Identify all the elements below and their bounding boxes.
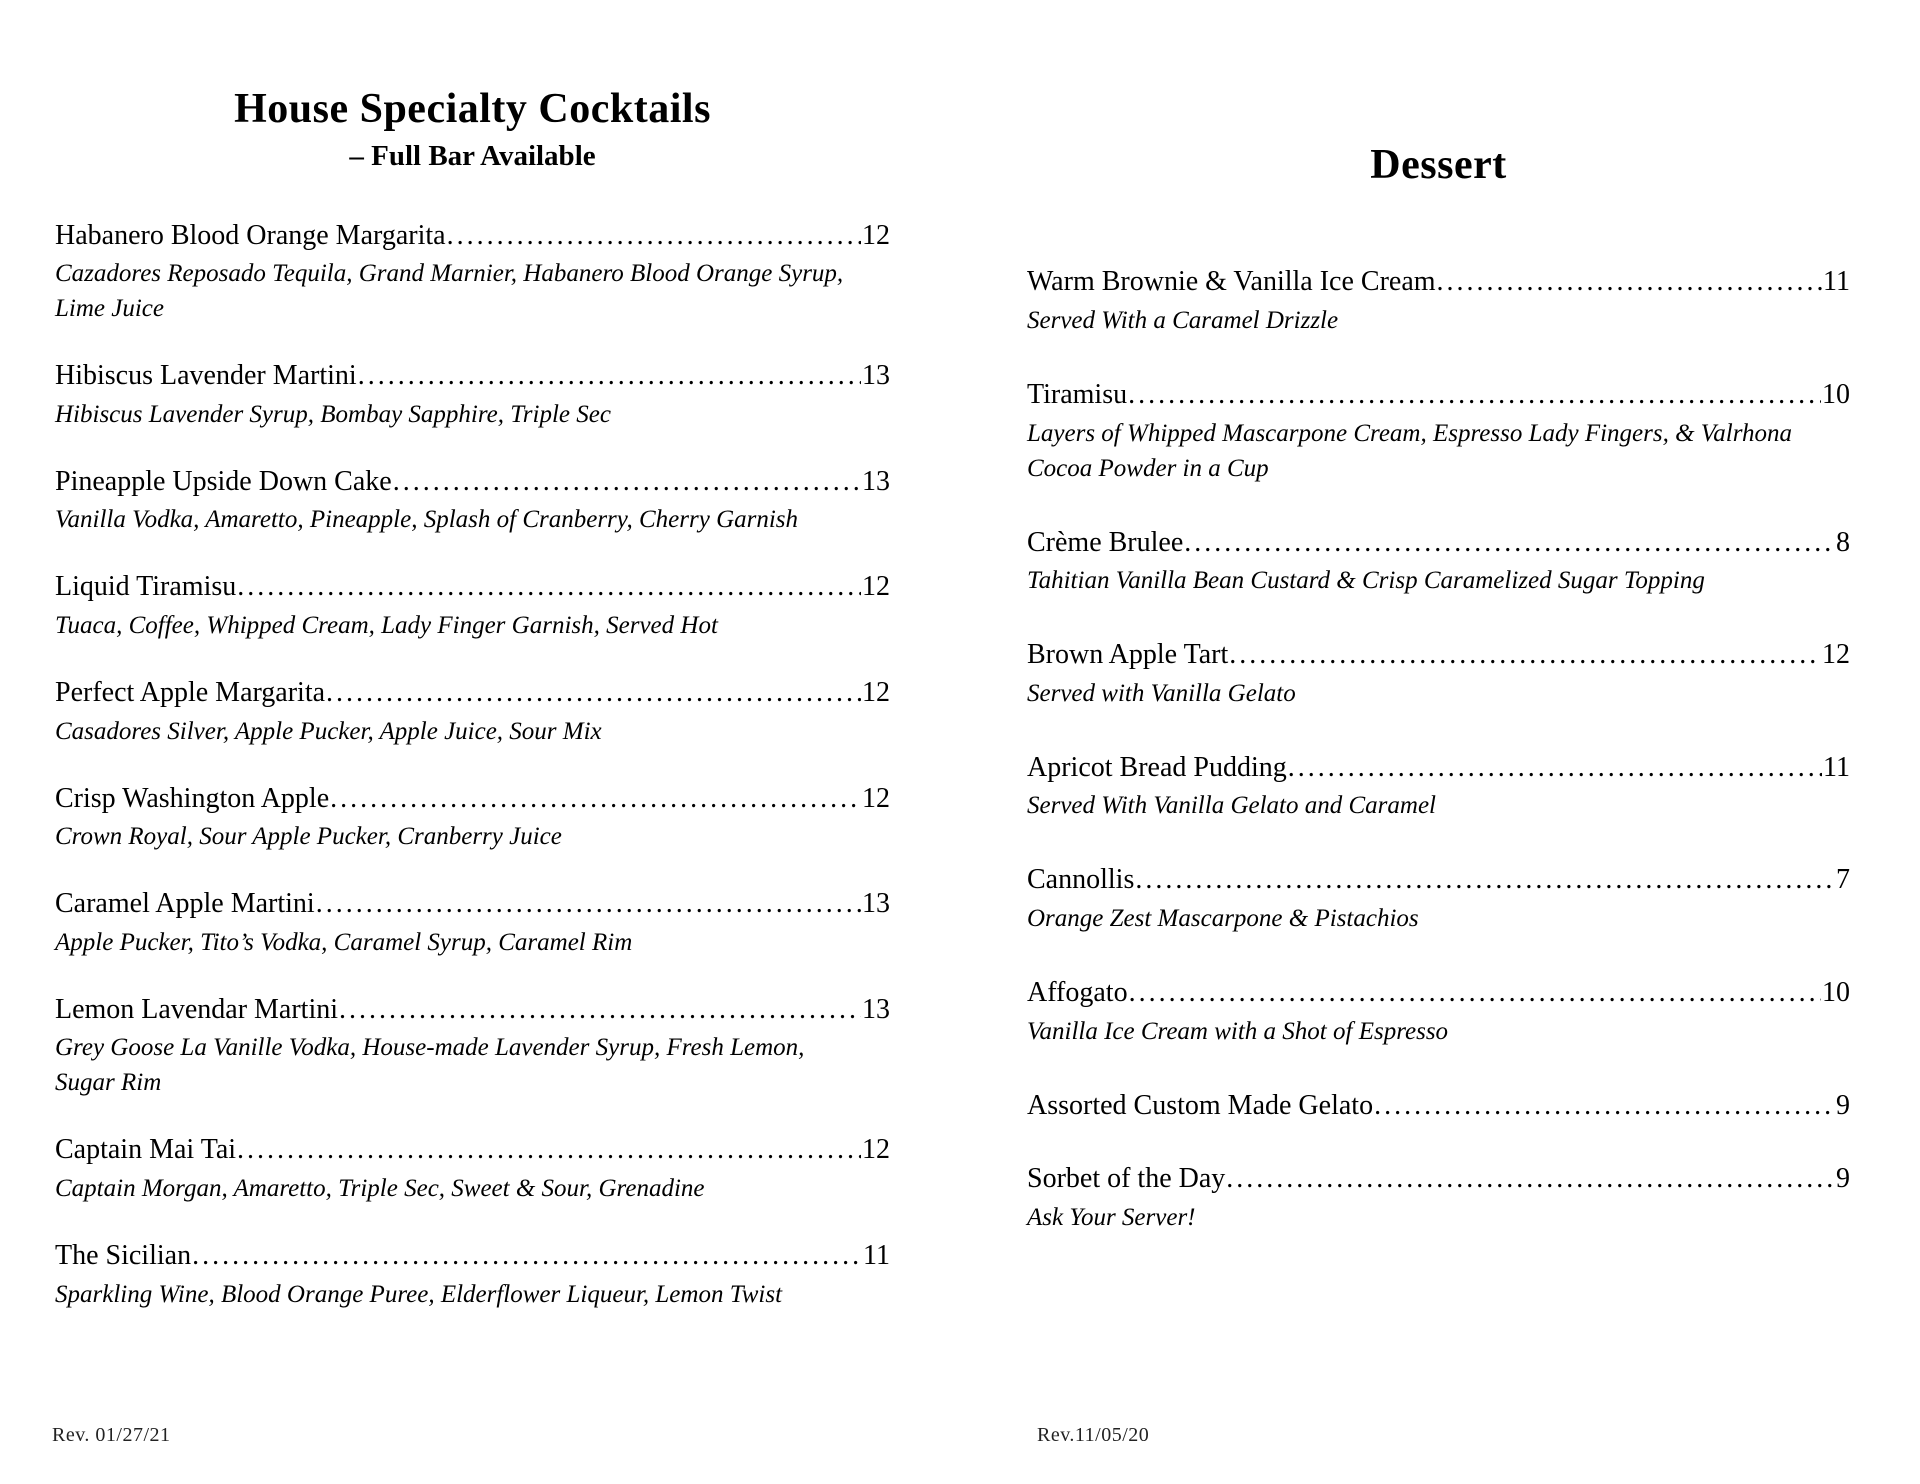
item-description: Orange Zest Mascarpone & Pistachios [1027, 904, 1419, 932]
menu-item-row [55, 993, 890, 1027]
item-description: Served With a Caramel Drizzle [1027, 306, 1339, 334]
item-name: Sorbet of the Day [1027, 1163, 1226, 1195]
menu-item-row [1027, 526, 1850, 560]
menu-item-row [55, 570, 890, 604]
dessert-heading [1027, 0, 1850, 190]
item-description: Tahitian Vanilla Bean Custard & Crisp Caramelized Sugar Topping [1027, 567, 1705, 595]
item-name: Assorted Custom Made Gelato [1027, 1089, 1374, 1121]
menu-item [55, 359, 890, 432]
item-description: Vanilla Vodka, Amaretto, Pineapple, Splash of Cranberry, Cherry Garnish [55, 506, 799, 534]
item-price: 12 [862, 571, 890, 603]
item-name: Habanero Blood Orange Margarita [55, 219, 446, 251]
dot-leader [316, 887, 861, 921]
item-name: Captain Mai Tai [55, 1134, 237, 1166]
menu-item [55, 676, 890, 749]
item-price: 13 [862, 888, 890, 920]
item-price: 12 [862, 219, 890, 251]
item-price: 7 [1836, 864, 1850, 896]
item-price: 9 [1836, 1089, 1850, 1121]
item-price: 11 [1823, 266, 1850, 298]
item-price: 11 [1823, 751, 1850, 783]
menu-item [55, 1133, 890, 1206]
item-price: 12 [862, 677, 890, 709]
dot-leader [339, 993, 861, 1027]
menu-item-row [55, 887, 890, 921]
dot-leader [1226, 1162, 1835, 1196]
item-name: Cannollis [1027, 864, 1135, 896]
menu-item [1027, 265, 1850, 338]
menu-item [1027, 863, 1850, 936]
menu-item-row [55, 359, 890, 393]
menu-item [55, 570, 890, 643]
item-name: Tiramisu [1027, 378, 1128, 410]
item-name: Crisp Washington Apple [55, 782, 330, 814]
menu-item [1027, 378, 1850, 486]
dot-leader [1229, 638, 1821, 672]
menu-item [55, 219, 890, 327]
menu-item-row [55, 782, 890, 816]
menu-item-row [1027, 751, 1850, 785]
item-description: Sparkling Wine, Blood Orange Puree, Elderflower Liqueur, Lemon Twist [55, 1280, 783, 1308]
menu-item [1027, 751, 1850, 824]
cocktails-column [55, 0, 890, 1345]
dot-leader [1129, 976, 1821, 1010]
menu-item [55, 782, 890, 855]
menu-item [1027, 1089, 1850, 1123]
item-price: 12 [1822, 639, 1850, 671]
dot-leader [1135, 863, 1835, 897]
item-price: 12 [862, 1134, 890, 1166]
item-price: 8 [1836, 526, 1850, 558]
menu-item [1027, 638, 1850, 711]
menu-item-row [1027, 1089, 1850, 1123]
dot-leader [1437, 265, 1822, 299]
item-name: Lemon Lavendar Martini [55, 993, 339, 1025]
dot-leader [330, 782, 861, 816]
dot-leader [237, 1133, 861, 1167]
item-name: Hibiscus Lavender Martini [55, 360, 357, 392]
menu-item [55, 887, 890, 960]
menu-item [55, 465, 890, 538]
dot-leader [358, 359, 861, 393]
dot-leader [326, 676, 861, 710]
item-name: Perfect Apple Margarita [55, 677, 326, 709]
menu-item-row [55, 1239, 890, 1273]
item-description: Vanilla Ice Cream with a Shot of Espresso [1027, 1017, 1449, 1045]
dessert-title: Dessert [1370, 142, 1507, 188]
item-description: Layers of Whipped Mascarpone Cream, Espresso Lady Fingers, & Valrhona Cocoa Powder in a Cup [1027, 419, 1793, 482]
menu-item-row [1027, 1162, 1850, 1196]
menu-item-row [1027, 976, 1850, 1010]
cocktails-revision-note: Rev. 01/27/21 [52, 1424, 171, 1446]
menu-item-row [55, 219, 890, 253]
item-price: 13 [862, 360, 890, 392]
menu-item-row [55, 1133, 890, 1167]
item-description: Hibiscus Lavender Syrup, Bombay Sapphire, Triple Sec [55, 400, 611, 428]
dessert-list [1027, 265, 1850, 1234]
item-name: Affogato [1027, 976, 1128, 1008]
item-name: Caramel Apple Martini [55, 888, 315, 920]
item-price: 9 [1836, 1163, 1850, 1195]
item-price: 11 [863, 1239, 890, 1271]
item-description: Served With Vanilla Gelato and Caramel [1027, 792, 1436, 820]
item-price: 13 [862, 993, 890, 1025]
item-name: Apricot Bread Pudding [1027, 751, 1287, 783]
menu-item [1027, 526, 1850, 599]
item-name: Liquid Tiramisu [55, 571, 237, 603]
cocktails-subtitle: – Full Bar Available [349, 140, 596, 173]
item-name: The Sicilian [55, 1239, 192, 1271]
dot-leader [1374, 1089, 1835, 1123]
menu-item-row [1027, 638, 1850, 672]
menu-item-row [55, 465, 890, 499]
menu-item [1027, 976, 1850, 1049]
item-description: Cazadores Reposado Tequila, Grand Marnier, Habanero Blood Orange Syrup, Lime Juice [55, 260, 844, 323]
menu-item-row [1027, 265, 1850, 299]
item-description: Casadores Silver, Apple Pucker, Apple Juice, Sour Mix [55, 717, 602, 745]
item-price: 10 [1822, 378, 1850, 410]
item-price: 12 [862, 782, 890, 814]
dot-leader [1184, 526, 1835, 560]
dot-leader [447, 219, 861, 253]
item-description: Apple Pucker, Tito’s Vodka, Caramel Syrup, Caramel Rim [55, 928, 633, 956]
cocktails-heading [55, 0, 890, 175]
item-description: Grey Goose La Vanille Vodka, House-made Lavender Syrup, Fresh Lemon, Sugar Rim [55, 1034, 805, 1097]
item-description: Tuaca, Coffee, Whipped Cream, Lady Finger Garnish, Served Hot [55, 612, 718, 640]
item-name: Warm Brownie & Vanilla Ice Cream [1027, 266, 1436, 298]
cocktails-list [55, 219, 890, 1312]
dessert-revision-note: Rev.11/05/20 [1037, 1424, 1150, 1446]
dot-leader [192, 1239, 862, 1273]
item-description: Captain Morgan, Amaretto, Triple Sec, Sweet & Sour, Grenadine [55, 1174, 705, 1202]
item-name: Pineapple Upside Down Cake [55, 465, 392, 497]
dot-leader [1128, 378, 1821, 412]
menu-item [55, 1239, 890, 1312]
dot-leader [393, 465, 861, 499]
menu-item [1027, 1162, 1850, 1235]
cocktails-title: House Specialty Cocktails [234, 86, 711, 132]
item-name: Crème Brulee [1027, 526, 1184, 558]
dessert-column [1027, 0, 1850, 1275]
item-price: 13 [862, 465, 890, 497]
menu-item-row [55, 676, 890, 710]
item-description: Ask Your Server! [1027, 1203, 1196, 1231]
dot-leader [237, 570, 861, 604]
menu-item [55, 993, 890, 1101]
menu-item-row [1027, 863, 1850, 897]
item-name: Brown Apple Tart [1027, 639, 1229, 671]
item-price: 10 [1822, 976, 1850, 1008]
item-description: Crown Royal, Sour Apple Pucker, Cranberry Juice [55, 823, 562, 851]
menu-item-row [1027, 378, 1850, 412]
item-description: Served with Vanilla Gelato [1027, 679, 1296, 707]
dot-leader [1288, 751, 1822, 785]
